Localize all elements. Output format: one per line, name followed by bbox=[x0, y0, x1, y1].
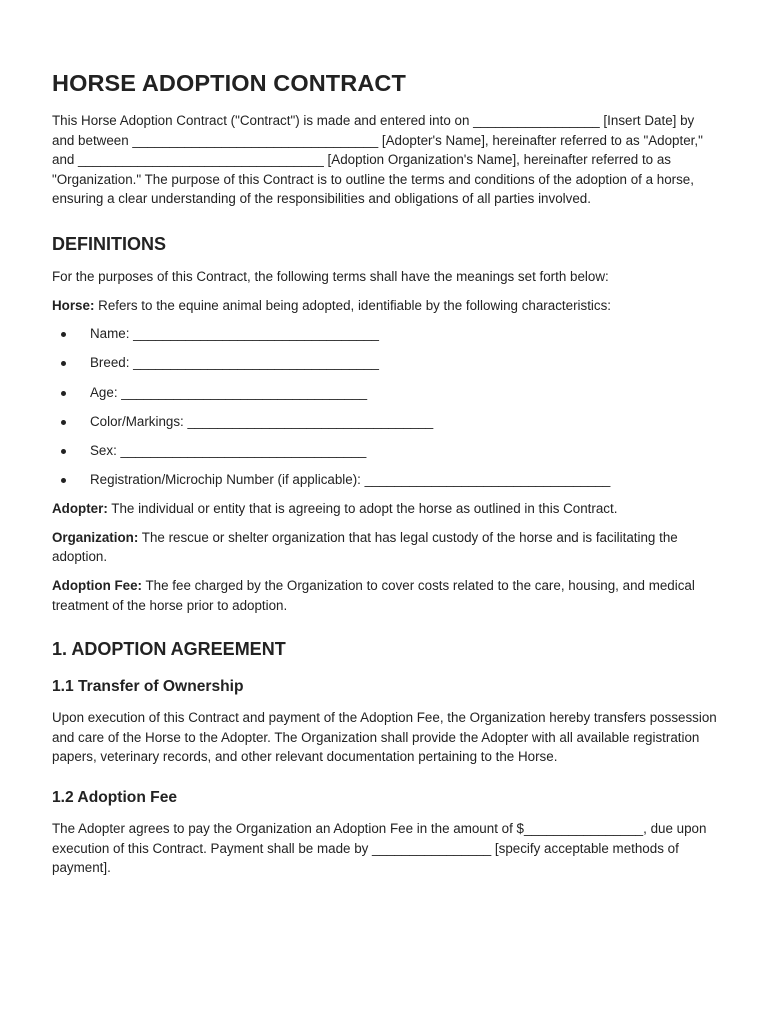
bullet-icon bbox=[61, 478, 66, 483]
intro-paragraph: This Horse Adoption Contract ("Contract") is made and entered into on _________________ [Insert Date] by and between _________________________________ [Adopter's Name], hereinafter referred to as "Adopter," and _________________________________ [Adoption Organization's Name], hereinafter referred to as "Organization." The purpose of this Contract is to outline the terms and conditions of the adoption of a horse, ensuring a clear understanding of the responsibilities and obligations of all parties involved. bbox=[52, 113, 703, 207]
list-item bbox=[52, 324, 718, 344]
characteristic-sex: Sex: _________________________________ bbox=[90, 442, 367, 458]
definition-adopter bbox=[52, 499, 718, 519]
list-item bbox=[52, 441, 718, 461]
characteristic-color: Color/Markings: _________________________________ bbox=[90, 413, 434, 429]
subsection-1-2-heading: 1.2 Adoption Fee bbox=[52, 789, 178, 807]
definition-text: The individual or entity that is agreeing to adopt the horse as outlined in this Contract. bbox=[107, 501, 618, 517]
horse-characteristics-list bbox=[52, 324, 718, 490]
bullet-icon bbox=[61, 449, 66, 454]
subsection-1-1-text: Upon execution of this Contract and payment of the Adoption Fee, the Organization hereby transfers possession and care of the Horse to the Adopter. The Organization shall provide the Adopter with all available registration papers, veterinary records, and other relevant documentation pertaining to the Horse. bbox=[52, 710, 717, 765]
characteristic-registration: Registration/Microchip Number (if applicable): _________________________________ bbox=[90, 472, 611, 488]
section-1-heading: 1. ADOPTION AGREEMENT bbox=[52, 639, 286, 660]
bullet-icon bbox=[61, 391, 66, 396]
definition-term: Adopter: bbox=[52, 501, 108, 517]
definition-term: Organization: bbox=[52, 529, 139, 545]
list-item bbox=[52, 470, 718, 490]
definition-term: Horse: bbox=[52, 297, 95, 313]
bullet-icon bbox=[61, 332, 66, 337]
definitions-lead: For the purposes of this Contract, the following terms shall have the meanings set forth below: bbox=[52, 268, 609, 284]
list-item bbox=[52, 412, 718, 432]
list-item bbox=[52, 353, 718, 373]
definition-text: The rescue or shelter organization that has legal custody of the horse and is facilitating the adoption. bbox=[52, 529, 678, 565]
definition-text: The fee charged by the Organization to cover costs related to the care, housing, and medical treatment of the horse prior to adoption. bbox=[52, 578, 695, 613]
document-title: HORSE ADOPTION CONTRACT bbox=[52, 70, 406, 96]
definition-organization bbox=[52, 528, 718, 567]
definition-adoption-fee bbox=[52, 576, 718, 615]
definition-text: Refers to the equine animal being adopted, identifiable by the following characteristics: bbox=[94, 297, 612, 313]
definition-horse bbox=[52, 296, 718, 316]
bullet-icon bbox=[61, 361, 66, 366]
characteristic-name: Name: _________________________________ bbox=[90, 326, 379, 342]
characteristic-breed: Breed: _________________________________ bbox=[90, 355, 379, 371]
subsection-1-2-text: The Adopter agrees to pay the Organization an Adoption Fee in the amount of $________________, due upon execution of this Contract. Payment shall be made by ________________ [specify acceptable methods of payment]. bbox=[52, 821, 707, 876]
definitions-heading: DEFINITIONS bbox=[52, 233, 167, 254]
characteristic-age: Age: _________________________________ bbox=[90, 384, 368, 400]
bullet-icon bbox=[61, 420, 66, 425]
list-item bbox=[52, 383, 718, 403]
subsection-1-1-heading: 1.1 Transfer of Ownership bbox=[52, 678, 244, 696]
definition-term: Adoption Fee: bbox=[52, 578, 143, 594]
